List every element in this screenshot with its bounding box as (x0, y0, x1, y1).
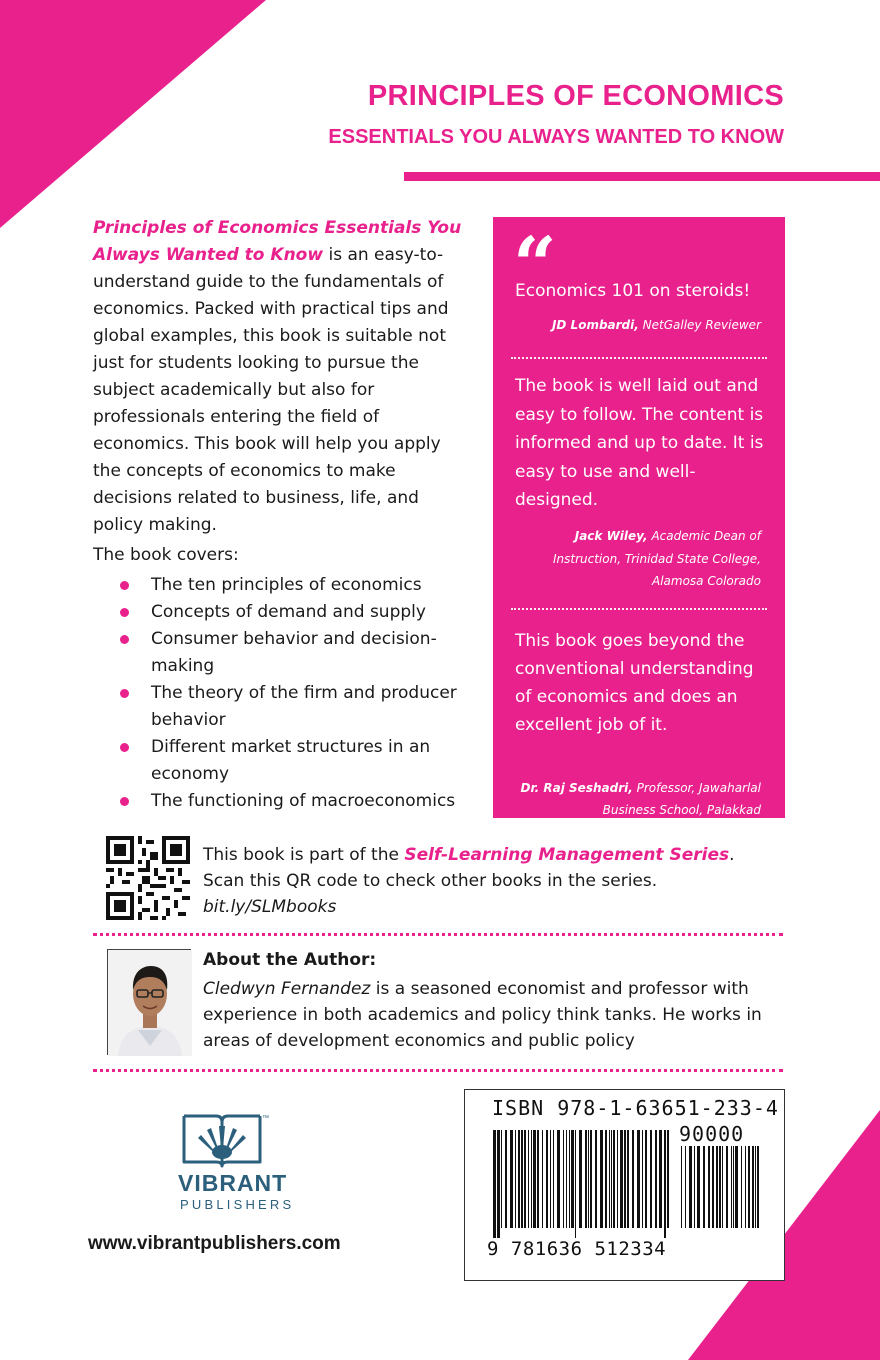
description-body: is an easy-to-understand guide to the fundamentals of economics. Packed with practical tips and global examples, this book is suitable not just for students looking to pursue the subject academically but also for professionals entering the field of economics. This book will help you apply the concepts of economics to make decisions related to business, life, and policy making. (93, 245, 449, 535)
quote-mark-icon: “ (513, 220, 557, 309)
isbn-label: ISBN 978-1-63651-233-4 (492, 1096, 779, 1120)
series-name: Self-Learning Management Series (404, 845, 730, 865)
testimonial-text: This book goes beyond the conventional understanding of economics and does an excellent job of it. (515, 631, 754, 735)
corner-triangle-top-left (0, 0, 270, 230)
bullet-icon (120, 581, 129, 590)
qr-code-icon[interactable] (106, 836, 190, 920)
barcode-addon-icon (679, 1146, 761, 1238)
series-link[interactable]: bit.ly/SLMbooks (203, 897, 337, 917)
covers-heading: The book covers: (93, 545, 239, 565)
publisher-name: VIBRANT (178, 1170, 288, 1196)
list-item: The theory of the firm and producer behavior (120, 680, 480, 734)
bullet-icon (120, 743, 129, 752)
svg-text:™: ™ (262, 1115, 269, 1122)
description-book-title: Principles of Economics Essentials You Always Wanted to Know (93, 218, 462, 265)
book-subtitle: ESSENTIALS YOU ALWAYS WANTED TO KNOW (328, 126, 784, 148)
testimonial-text: Economics 101 on steroids! (515, 281, 751, 301)
testimonial-attribution: Dr. Raj Seshadri, Professor, Jawaharlal Business School, Palakkad (520, 781, 761, 817)
list-item: Different market structures in an economy (120, 734, 480, 788)
barcode-icon (491, 1130, 671, 1238)
book-description (93, 215, 473, 539)
section-divider (93, 933, 783, 936)
price-code: 90000 (679, 1122, 745, 1146)
bullet-icon (120, 689, 129, 698)
publisher-subname: PUBLISHERS (180, 1197, 295, 1212)
list-item: The ten principles of economics (120, 572, 480, 599)
barcode-box (464, 1089, 785, 1281)
bullet-icon (120, 635, 129, 644)
testimonial-text: The book is well laid out and easy to follow. The content is informed and up to date. It is easy to use and well-designed. (515, 376, 764, 510)
author-name: Cledwyn Fernandez (203, 979, 371, 999)
testimonial-divider (511, 608, 767, 610)
author-photo (107, 949, 191, 1055)
publisher-website-link[interactable]: www.vibrantpublishers.com (88, 1233, 341, 1254)
list-item: Concepts of demand and supply (120, 599, 480, 626)
testimonial-attribution: Jack Wiley, Academic Dean of Instruction, Trinidad State College, Alamosa Colorado (552, 529, 761, 588)
testimonial-divider (511, 357, 767, 359)
list-item: Consumer behavior and decision-making (120, 626, 480, 680)
covers-list (120, 572, 480, 815)
bullet-icon (120, 608, 129, 617)
bullet-icon (120, 797, 129, 806)
testimonial-attribution: JD Lombardi, NetGalley Reviewer (551, 318, 761, 332)
publisher-logo-icon (176, 1112, 268, 1168)
series-note: This book is part of the Self-Learning Management Series. Scan this QR code to check other books in the series. bit.ly/SLMbooks (203, 845, 735, 917)
list-item: The functioning of macroeconomics (120, 788, 480, 815)
ean-digits: 9 781636 512334 (487, 1238, 667, 1260)
title-rule (404, 172, 880, 181)
book-title: PRINCIPLES OF ECONOMICS (367, 80, 784, 112)
section-divider (93, 1069, 783, 1072)
author-heading: About the Author: (203, 950, 377, 970)
testimonials-box (493, 217, 785, 818)
author-bio: Cledwyn Fernandez is a seasoned economist and professor with experience in both academics and policy think tanks. He works in areas of development economics and public policy (203, 979, 762, 1051)
